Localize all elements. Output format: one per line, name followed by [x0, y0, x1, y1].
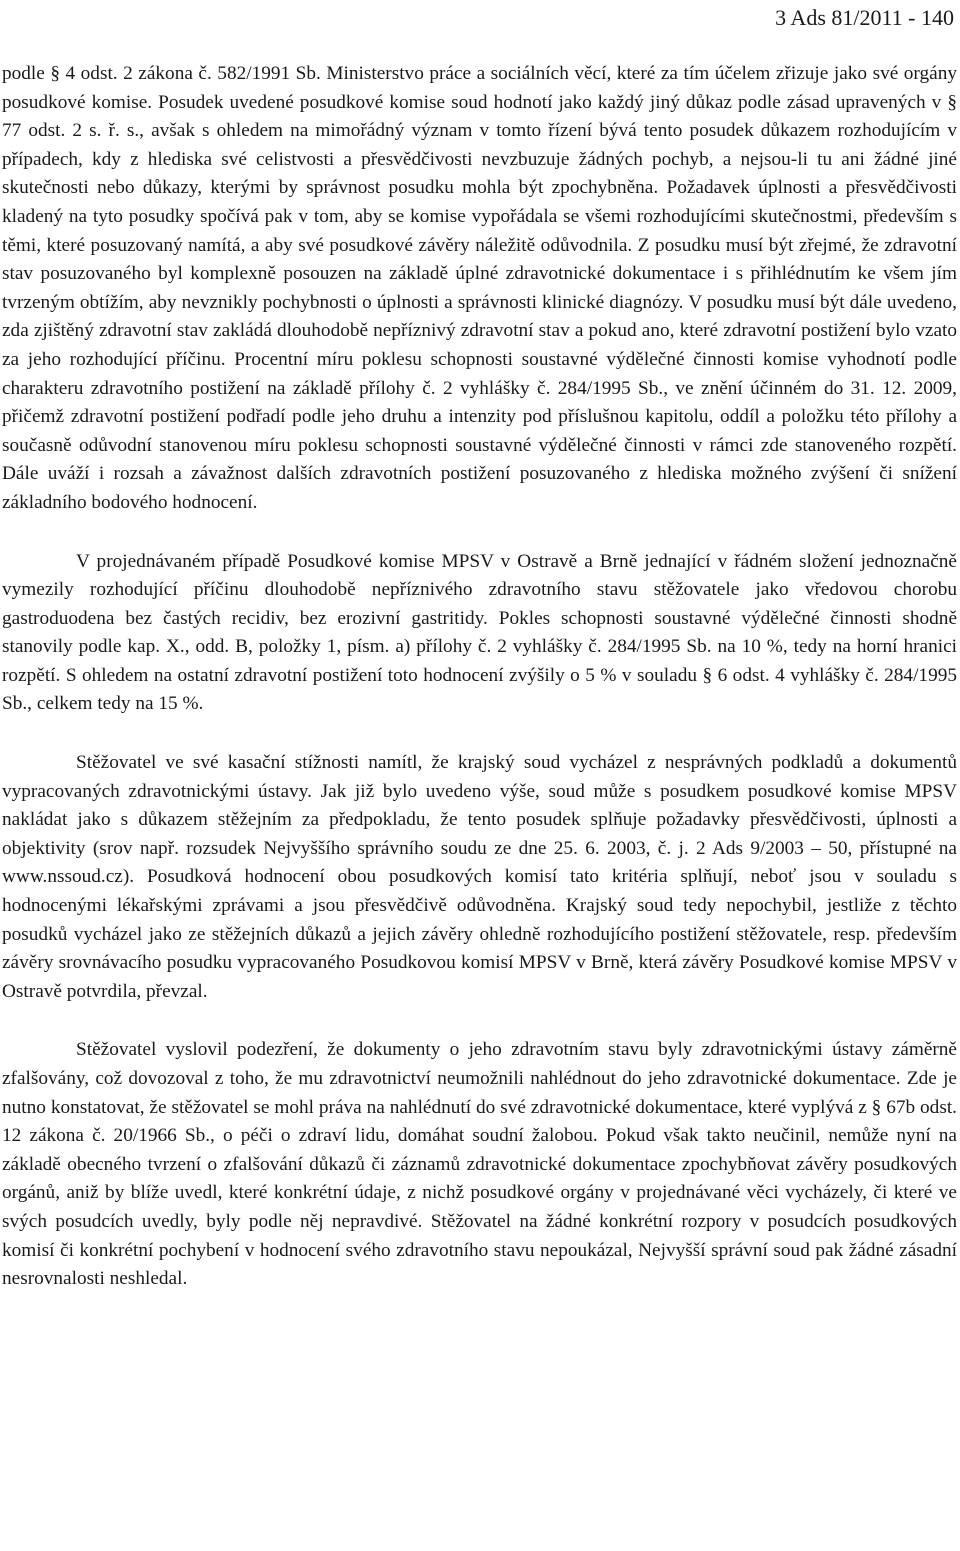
paragraph-gap [2, 719, 957, 749]
paragraph-projednavany-pripad: V projednávaném případě Posudkové komise MPSV v Ostravě a Brně jednající v řádném složení jednoznačně vymezily rozhodující příčinu dlouhodobě nepříznivého zdravotního stavu stěžovatele jako vředovou chorobu gastroduodena bez častých recidiv, bez erozivní gastritidy. Pokles schopnosti soustavné výdělečné činnosti shodně stanovily podle kap. X., odd. B, položky 1, písm. a) přílohy č. 2 vyhlášky č. 284/1995 Sb. na 10 %, tedy na horní hranici rozpětí. S ohledem na ostatní zdravotní postižení toto hodnocení zvýšily o 5 % v souladu § 6 odst. 4 vyhlášky č. 284/1995 Sb., celkem tedy na 15 %. [2, 550, 957, 715]
document-body [2, 60, 957, 1294]
paragraph-gap [2, 518, 957, 548]
paragraph-kasacni-stiznost: Stěžovatel ve své kasační stížnosti namítl, že krajský soud vycházel z nesprávných podkladů a dokumentů vypracovaných zdravotnickými ústavy. Jak již bylo uvedeno výše, soud může s posudkem posudkové komise MPSV nakládat jako s důkazem stěžejním za předpokladu, že tento posudek splňuje požadavky přesvědčivosti, úplnosti a objektivity (srov např. rozsudek Nejvyššího správního soudu ze dne 25. 6. 2003, č. j. 2 Ads 9/2003 – 50, přístupné na www.nssoud.cz). Posudková hodnocení obou posudkových komisí tato kritéria splňují, neboť jsou v souladu s hodnocenými lékařskými zprávami a jsou přesvědčivě odůvodněna. Krajský soud tedy nepochybil, jestliže z těchto posudků vycházel jako ze stěžejních důkazů a jejich závěry ohledně rozhodujícího postižení stěžovatele, resp. především závěry srovnávacího posudku vypracovaného Posudkovou komisí MPSV v Brně, která závěry Posudkové komise MPSV v Ostravě potvrdila, převzal. [2, 752, 957, 1002]
paragraph-posudek-komise: podle § 4 odst. 2 zákona č. 582/1991 Sb. Ministerstvo práce a sociálních věcí, které za tím účelem zřizuje jako své orgány posudkové komise. Posudek uvedené posudkové komise soud hodnotí jako každý jiný důkaz podle zásad upravených v § 77 odst. 2 s. ř. s., avšak s ohledem na mimořádný význam v tomto řízení bývá tento posudek důkazem rozhodujícím v případech, kdy z hlediska své celistvosti a přesvědčivosti nevzbuzuje žádných pochyb, a nejsou-li tu ani žádné jiné skutečnosti nebo důkazy, kterými by správnost posudku mohla být zpochybněna. Požadavek úplnosti a přesvědčivosti kladený na tyto posudky spočívá pak v tom, aby se komise vypořádala se všemi rozhodujícími skutečnostmi, především s těmi, které posuzovaný namítá, a aby své posudkové závěry náležitě odůvodnila. Z posudku musí být zřejmé, že zdravotní stav posuzovaného byl komplexně posouzen na základě úplné zdravotnické dokumentace i s přihlédnutím ke všem jím tvrzeným obtížím, aby nevznikly pochybnosti o úplnosti a správnosti klinické diagnózy. V posudku musí být dále uvedeno, zda zjištěný zdravotní stav zakládá dlouhodobě nepříznivý zdravotní stav a pokud ano, které zdravotní postižení bylo vzato za jeho rozhodující příčinu. Procentní míru poklesu schopnosti soustavné výdělečné činnosti komise vyhodnotí podle charakteru zdravotního postižení na základě přílohy č. 2 vyhlášky č. 284/1995 Sb., ve znění účinném do 31. 12. 2009, přičemž zdravotní postižení podřadí podle jeho druhu a intenzity pod příslušnou kapitolu, oddíl a položku této přílohy a současně odůvodní stanovenou míru poklesu schopnosti soustavné výdělečné činnosti v rámci zde stanoveného rozpětí. Dále uváží i rozsah a závažnost dalších zdravotních postižení posuzovaného z hlediska možného zvýšení či snížení základního bodového hodnocení. [2, 63, 957, 513]
paragraph-podezreni-falsovani: Stěžovatel vyslovil podezření, že dokumenty o jeho zdravotním stavu byly zdravotnickými ústavy záměrně zfalšovány, což dovozoval z toho, že mu zdravotnictví neumožnili nahlédnout do jeho zdravotnické dokumentace. Zde je nutno konstatovat, že stěžovatel se mohl práva na nahlédnutí do své zdravotnické dokumentace, které vyplývá z § 67b odst. 12 zákona č. 20/1966 Sb., o péči o zdraví lidu, domáhat soudní žalobou. Pokud však takto neučinil, nemůže nyní na základě obecného tvrzení o zfalšování důkazů či záznamů zdravotnické dokumentace zpochybňovat závěry posudkových orgánů, aniž by blíže uvedl, které konkrétní údaje, z nichž posudkové orgány v projednávané věci vycházely, či které ve svých posudcích uvedly, byly podle něj nepravdivé. Stěžovatel na žádné konkrétní rozpory v posudcích posudkových komisí či konkrétní pochybení v hodnocení svého zdravotního stavu nepoukázal, Nejvyšší správní soud pak žádné zásadní nesrovnalosti neshledal. [2, 1039, 957, 1290]
paragraph-gap [2, 1006, 957, 1036]
case-number-header: 3 Ads 81/2011 - 140 [775, 5, 954, 30]
